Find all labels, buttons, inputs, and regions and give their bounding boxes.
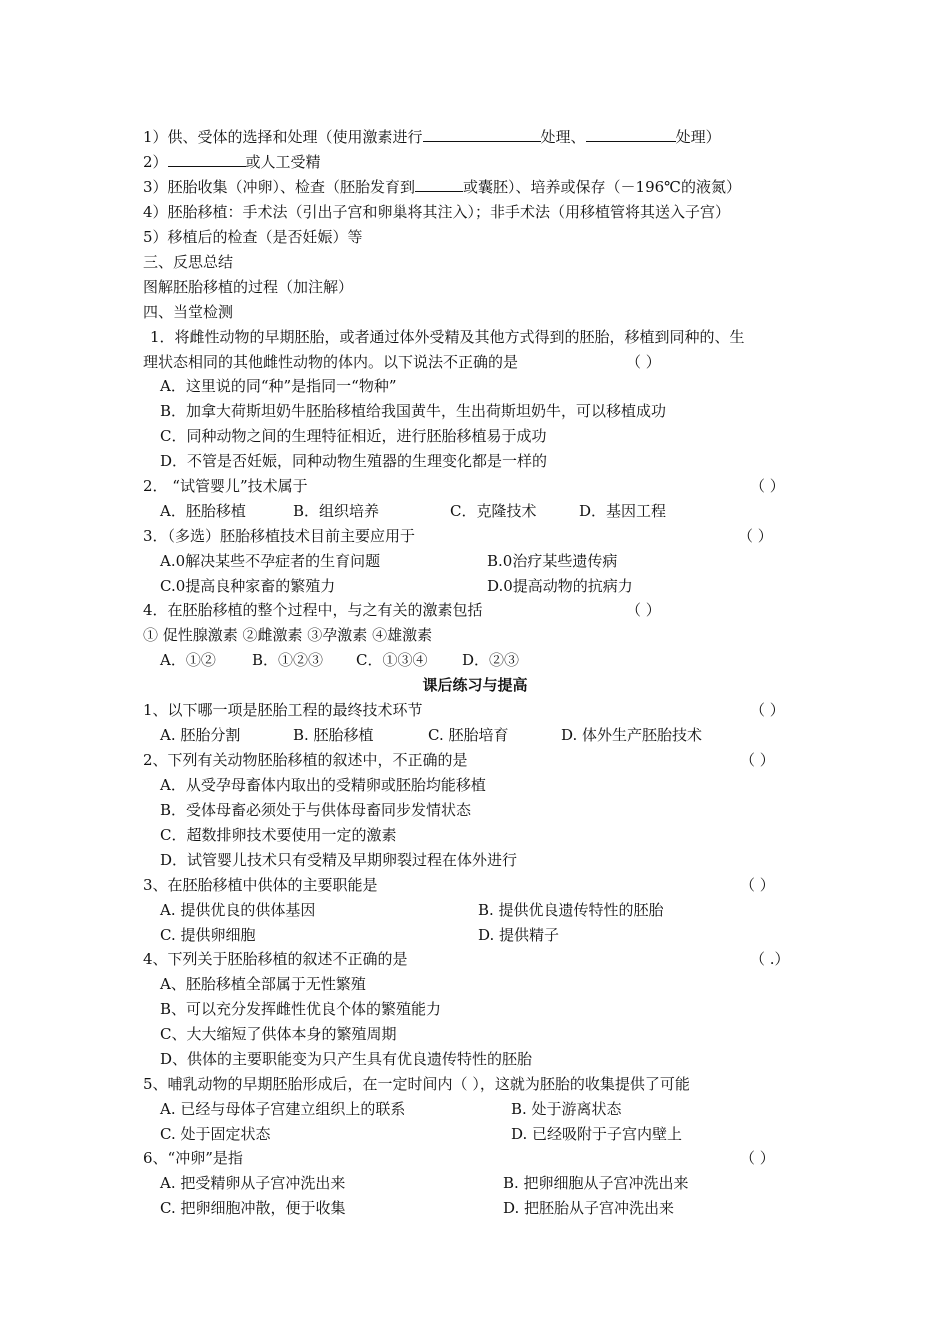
step-3-text-a: 3）胚胎收集（冲卵）、检查（胚胎发育到	[143, 178, 416, 196]
check-q3-option-a[interactable]: A.0解决某些不孕症者的生育问题	[160, 552, 381, 570]
section-heading-reflection: 三、反思总结	[143, 253, 234, 271]
homework-q4-option-b[interactable]: B、可以充分发挥雌性优良个体的繁殖能力	[160, 1000, 442, 1018]
step-5-line: 5）移植后的检查（是否妊娠）等	[143, 228, 363, 246]
answer-blank[interactable]	[586, 127, 676, 142]
homework-q1-stem: 1、以下哪一项是胚胎工程的最终技术环节	[143, 701, 423, 719]
homework-q5-option-c[interactable]: C. 处于固定状态	[160, 1125, 271, 1143]
answer-parentheses[interactable]: （ .）	[750, 950, 790, 968]
answer-parentheses[interactable]: （ ）	[740, 876, 775, 894]
check-q4-stem: 4．在胚胎移植的整个过程中，与之有关的激素包括	[143, 601, 483, 619]
homework-q3-option-b[interactable]: B. 提供优良遗传特性的胚胎	[478, 901, 664, 919]
answer-blank[interactable]	[415, 177, 463, 192]
answer-parentheses[interactable]: （ ）	[626, 601, 661, 619]
homework-q1-option-a[interactable]: A. 胚胎分割	[160, 726, 241, 744]
check-q4-items: ① 促性腺激素 ②雌激素 ③孕激素 ④雄激素	[143, 626, 433, 644]
check-q1-stem-line-2: 理状态相同的其他雌性动物的体内。以下说法不正确的是	[143, 353, 519, 371]
homework-q3-option-a[interactable]: A. 提供优良的供体基因	[160, 901, 316, 919]
step-1-text-b: 处理、	[540, 128, 586, 146]
check-q3-option-d[interactable]: D.0提高动物的抗病力	[487, 577, 633, 595]
step-2-line	[143, 152, 321, 172]
answer-parentheses[interactable]: （ ）	[626, 353, 661, 371]
homework-q5-option-d[interactable]: D. 已经吸附于子宫内壁上	[511, 1125, 683, 1143]
homework-q2-stem: 2、下列有关动物胚胎移植的叙述中，不正确的是	[143, 751, 468, 769]
homework-q2-option-d[interactable]: D．试管婴儿技术只有受精及早期卵裂过程在体外进行	[160, 851, 518, 869]
step-3-line	[143, 177, 741, 197]
answer-blank[interactable]	[168, 152, 246, 167]
check-q4-option-b[interactable]: B．①②③	[252, 651, 324, 669]
homework-q3-option-d[interactable]: D. 提供精子	[478, 926, 560, 944]
check-q4-option-c[interactable]: C．①③④	[356, 651, 428, 669]
check-q2-option-d[interactable]: D．基因工程	[579, 502, 667, 520]
check-q1-option-d[interactable]: D．不管是否妊娠，同种动物生殖器的生理变化都是一样的	[160, 452, 548, 470]
answer-blank[interactable]	[423, 127, 541, 142]
homework-q1-option-c[interactable]: C. 胚胎培育	[428, 726, 509, 744]
step-1-text-c: 处理）	[675, 128, 721, 146]
step-4-line: 4）胚胎移植：手术法（引出子宫和卵巢将其注入）；非手术法（用移植管将其送入子宫）	[143, 203, 731, 221]
homework-q2-option-c[interactable]: C．超数排卵技术要使用一定的激素	[160, 826, 397, 844]
step-3-text-b: 或囊胚）、培养或保存（－196℃的液氮）	[463, 178, 741, 196]
homework-q3-stem: 3、在胚胎移植中供体的主要职能是	[143, 876, 378, 894]
homework-title: 课后练习与提高	[422, 676, 528, 694]
check-q1-option-a[interactable]: A．这里说的同“种”是指同一“物种”	[160, 377, 397, 395]
homework-q6-option-c[interactable]: C. 把卵细胞冲散，便于收集	[160, 1199, 346, 1217]
step-1-text-a: 1）供、受体的选择和处理（使用激素进行	[143, 128, 423, 146]
check-q3-stem: 3．（多选）胚胎移植技术目前主要应用于	[143, 527, 416, 545]
reflection-text: 图解胚胎移植的过程（加注解）	[143, 278, 354, 296]
check-q2-option-b[interactable]: B．组织培养	[293, 502, 380, 520]
answer-parentheses[interactable]: （ ）	[750, 701, 785, 719]
homework-q4-option-a[interactable]: A、胚胎移植全部属于无性繁殖	[160, 975, 366, 993]
homework-q6-option-b[interactable]: B. 把卵细胞从子宫冲洗出来	[503, 1174, 689, 1192]
check-q3-option-c[interactable]: C.0提高良种家畜的繁殖力	[160, 577, 336, 595]
check-q2-option-c[interactable]: C．克隆技术	[450, 502, 537, 520]
homework-q1-option-b[interactable]: B. 胚胎移植	[293, 726, 374, 744]
check-q3-option-b[interactable]: B.0治疗某些遗传病	[487, 552, 618, 570]
check-q4-option-a[interactable]: A．①②	[160, 651, 216, 669]
check-q1-option-c[interactable]: C．同种动物之间的生理特征相近，进行胚胎移植易于成功	[160, 427, 547, 445]
homework-q1-option-d[interactable]: D. 体外生产胚胎技术	[561, 726, 703, 744]
answer-parentheses[interactable]: （ ）	[740, 1149, 775, 1167]
check-q1-option-b[interactable]: B．加拿大荷斯坦奶牛胚胎移植给我国黄牛，生出荷斯坦奶牛，可以移植成功	[160, 402, 667, 420]
answer-parentheses[interactable]: （ ）	[750, 477, 785, 495]
homework-q4-option-c[interactable]: C、大大缩短了供体本身的繁殖周期	[160, 1025, 397, 1043]
homework-q2-option-a[interactable]: A．从受孕母畜体内取出的受精卵或胚胎均能移植	[160, 776, 486, 794]
step-2-text-b: 或人工受精	[245, 153, 321, 171]
homework-q6-option-d[interactable]: D. 把胚胎从子宫冲洗出来	[503, 1199, 675, 1217]
step-1-line	[143, 127, 721, 147]
homework-q3-option-c[interactable]: C. 提供卵细胞	[160, 926, 256, 944]
check-q2-stem: 2． “试管婴儿”技术属于	[143, 477, 308, 495]
step-2-text-a: 2）	[143, 153, 168, 171]
answer-parentheses[interactable]: （ ）	[738, 527, 773, 545]
answer-parentheses[interactable]: （ ）	[740, 751, 775, 769]
section-heading-check: 四、当堂检测	[143, 303, 234, 321]
check-q4-option-d[interactable]: D．②③	[462, 651, 520, 669]
homework-q5-stem: 5、哺乳动物的早期胚胎形成后，在一定时间内（ ），这就为胚胎的收集提供了可能	[143, 1075, 690, 1093]
homework-q6-option-a[interactable]: A. 把受精卵从子宫冲洗出来	[160, 1174, 346, 1192]
homework-q5-option-b[interactable]: B. 处于游离状态	[511, 1100, 622, 1118]
homework-q4-stem: 4、下列关于胚胎移植的叙述不正确的是	[143, 950, 408, 968]
homework-q5-option-a[interactable]: A. 已经与母体子宫建立组织上的联系	[160, 1100, 406, 1118]
check-q1-stem-line-1: 1．将雌性动物的早期胚胎，或者通过体外受精及其他方式得到的胚胎，移植到同种的、生	[150, 328, 745, 346]
homework-q6-stem: 6、“冲卵”是指	[143, 1149, 243, 1167]
homework-q2-option-b[interactable]: B．受体母畜必须处于与供体母畜同步发情状态	[160, 801, 472, 819]
check-q2-option-a[interactable]: A．胚胎移植	[160, 502, 246, 520]
homework-q4-option-d[interactable]: D、供体的主要职能变为只产生具有优良遗传特性的胚胎	[160, 1050, 533, 1068]
